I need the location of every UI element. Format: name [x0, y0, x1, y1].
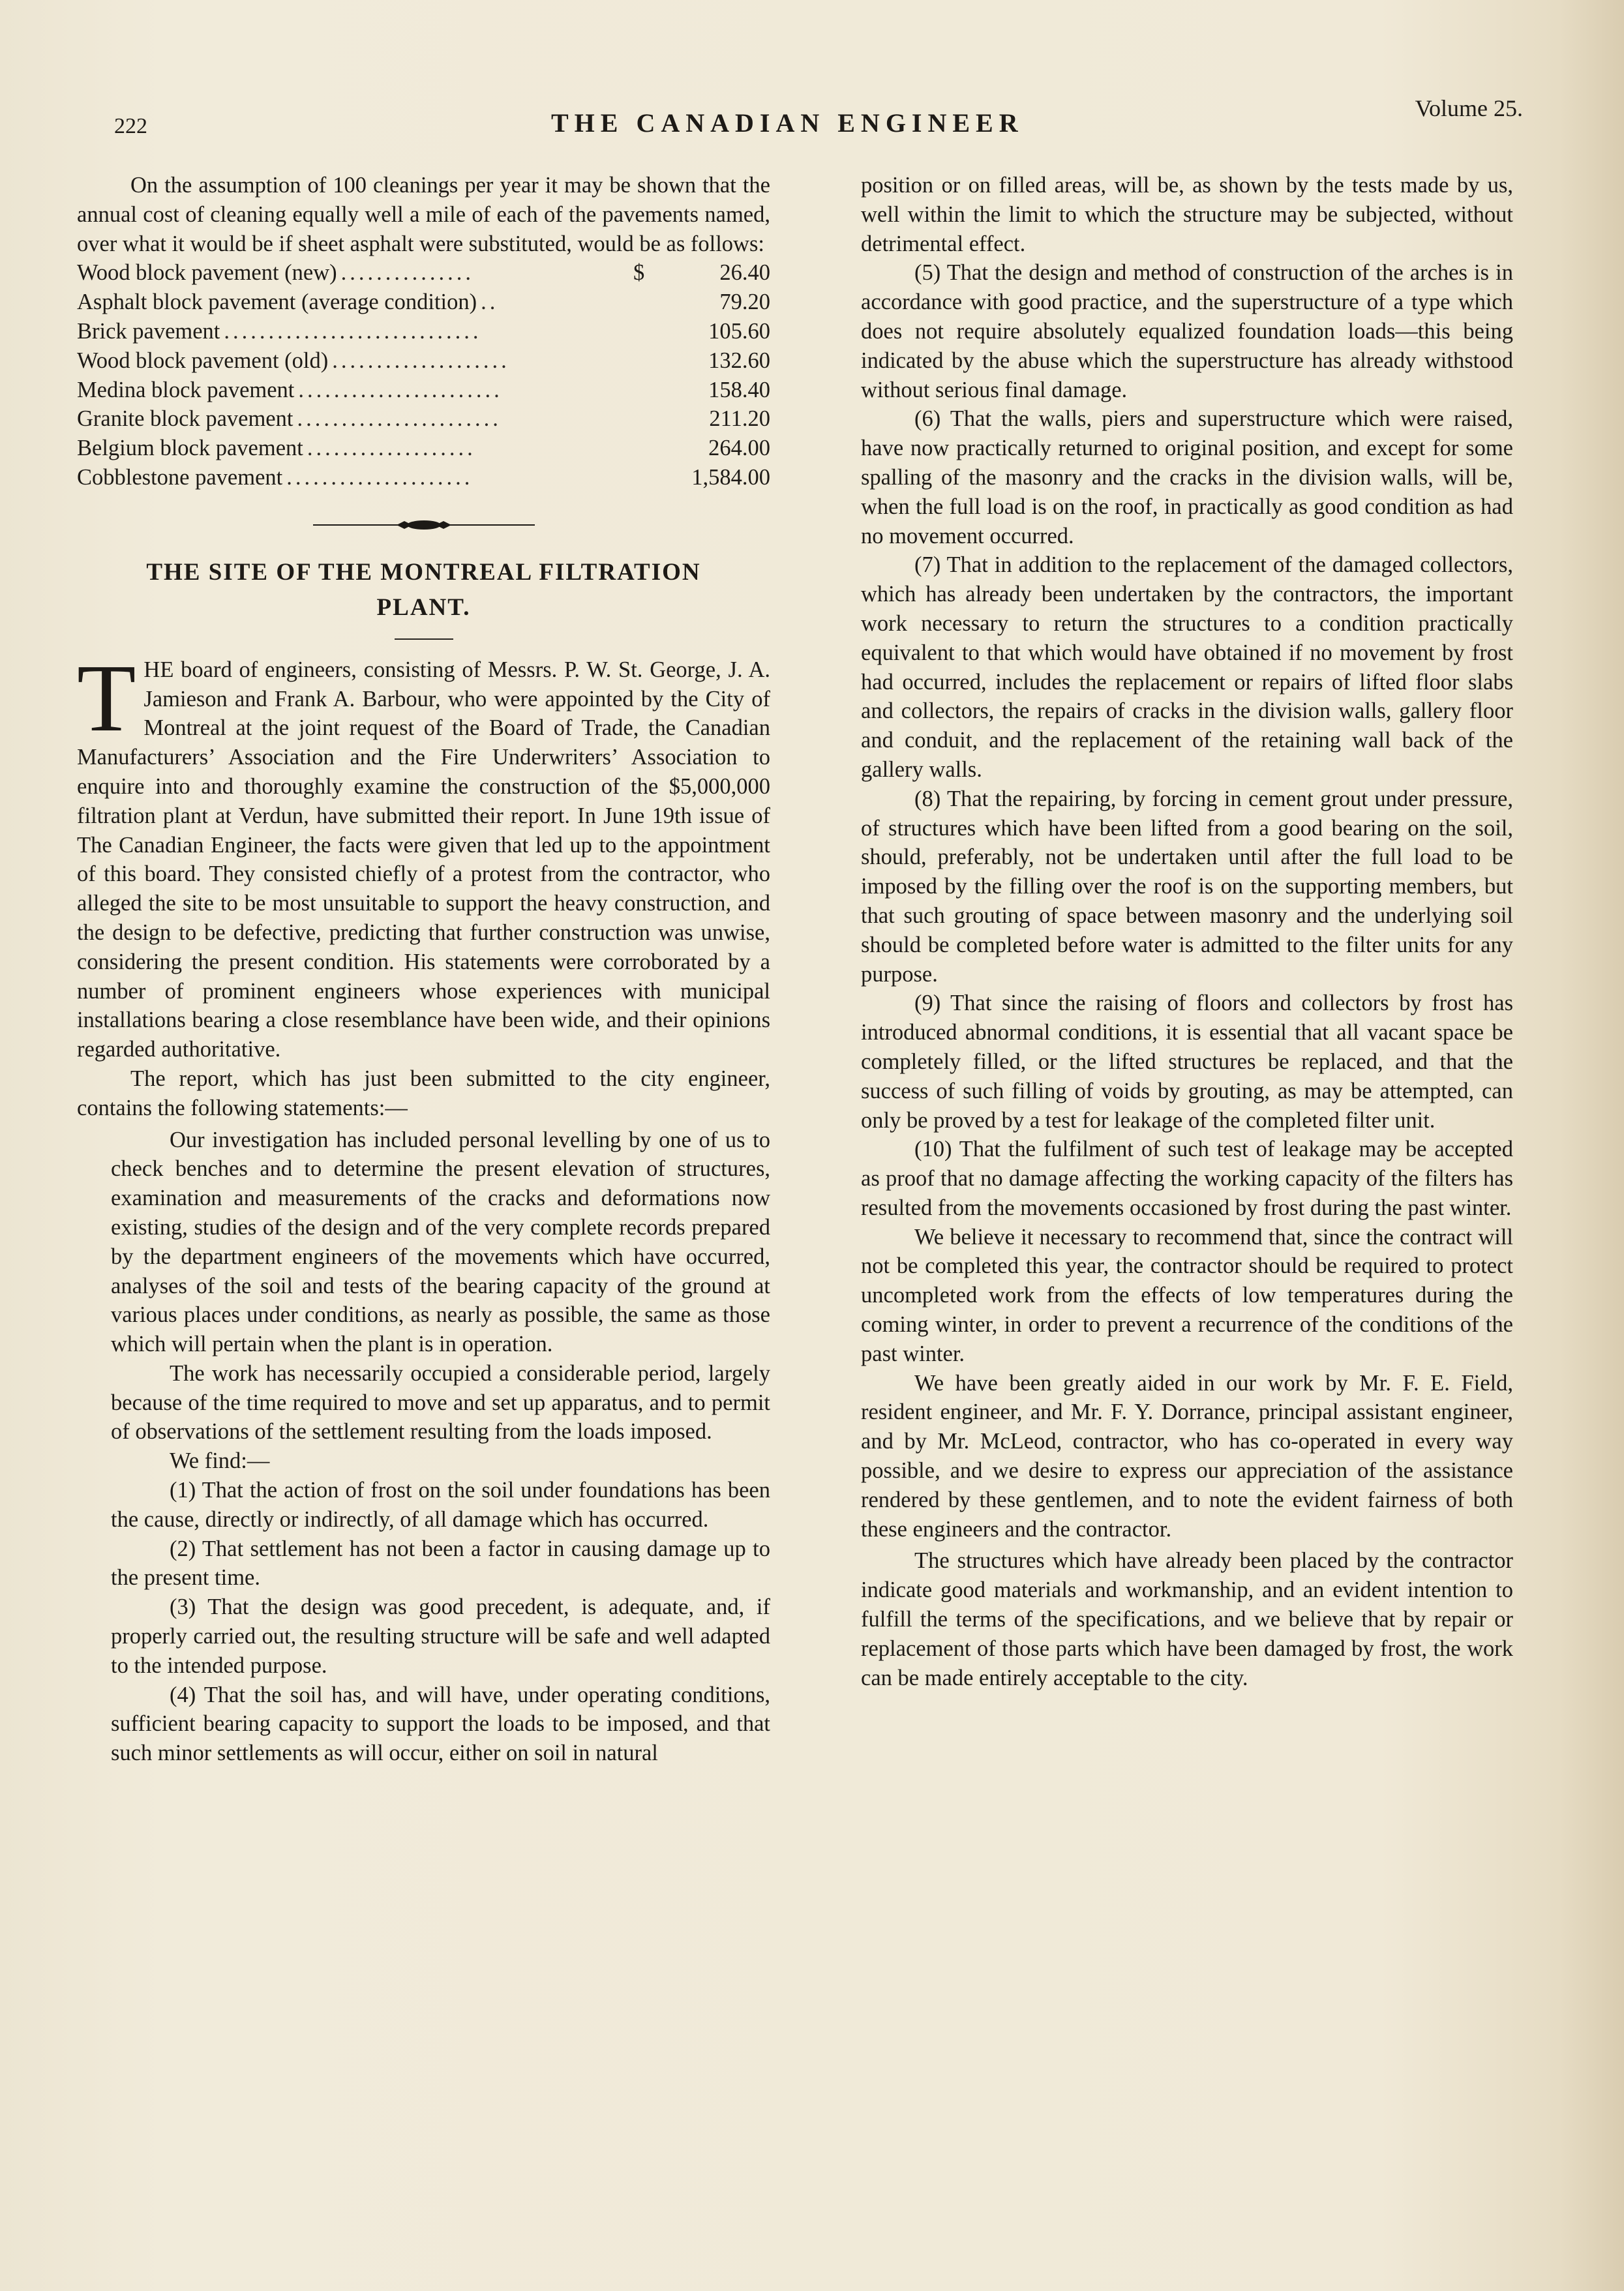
cost-table-row: [77, 376, 770, 405]
finding-1: (1) That the action of frost on the soil under foundations has been the cause, directly or indirectly, of all damage which has occurred.: [111, 1478, 770, 1532]
volume-label: Volume 25.: [1415, 95, 1523, 121]
finding-4: (4) That the soil has, and will have, under operating conditions, sufficient bearing capacity to support the loads to be imposed, and that such minor settlements as will occur, either on soil in natural: [111, 1682, 770, 1766]
annual-cost-value: 79.20: [719, 290, 770, 315]
cost-table-row: [77, 258, 770, 288]
running-head: [114, 95, 1523, 138]
pavement-name: Asphalt block pavement (average condition): [77, 290, 477, 315]
finding-9: (9) That since the raising of floors and collectors by frost has introduced abnormal conditions, it is essential that all vacant space be completely filled, or the lifted structures be replaced, and that the success of such filling of voids by grouting, as may be attempted, can only be proved by a test for leakage of the completed filter unit.: [861, 991, 1513, 1133]
finding-6: (6) That the walls, piers and superstructure which were raised, have now practically returned to original position, and except for some spalling of the masonry and the cracks in the division walls, will be, when the full load is on the roof, in practically as good condition as had no movement occurred.: [861, 406, 1513, 548]
pavement-name: Granite block pavement: [77, 406, 293, 432]
cost-table: [77, 258, 770, 492]
article-title-line2: PLANT.: [376, 593, 471, 621]
finding-8: (8) That the repairing, by forcing in cement grout under pressure, of structures which have been lifted from a good bearing on the soil, should, preferably, not be undertaken until after the full load to be imposed by the filling over the roof is on the supporting members, but that such grouting of space between masonry and the underlying soil should be completed before water is admitted to the filter units for any purpose.: [861, 786, 1513, 987]
dot-leader: .......................: [298, 377, 503, 402]
finding-2: (2) That settlement has not been a factor in causing damage up to the present time.: [111, 1536, 770, 1591]
right-column: [861, 171, 1513, 1692]
conclusion-paragraph: The structures which have already been placed by the contractor indicate good materials and workmanship, and an evident intention to fulfill the terms of the specifications, and we believe that by repair or replacement of those parts which have been damaged by frost, the work can be made entirely acceptable to the city.: [861, 1548, 1513, 1690]
cleaning-cost-intro: On the assumption of 100 cleanings per year it may be shown that the annual cost of cleaning equally well a mile of each of the pavements named, over what it would be if sheet asphalt were substituted, would be as follows:: [77, 173, 770, 256]
dot-leader: .....................: [286, 464, 474, 490]
annual-cost-value: 132.60: [708, 348, 770, 373]
annual-cost-value: 105.60: [708, 318, 770, 344]
dot-leader: .......................: [297, 406, 502, 432]
title-rule: [395, 638, 453, 640]
annual-cost-value: 264.00: [708, 436, 770, 461]
article-title: [77, 555, 770, 625]
ornament-icon: [313, 518, 535, 532]
investigation-paragraph: Our investigation has included personal levelling by one of us to check benches and to determine the present elevation of structures, examination and measurements of the cracks and deformations now existing, studies of the design and of the very complete records prepared by the department engineers of the movements which have occurred, analyses of the soil and tests of the bearing capacity of the ground at various places under conditions, as nearly as possible, the same as those which will pertain when the plant is in operation.: [111, 1127, 770, 1357]
finding-3: (3) That the design was good precedent, is adequate, and, if properly carried out, the resulting structure will be safe and well adapted to the intended purpose.: [111, 1595, 770, 1678]
pavement-name: Cobblestone pavement: [77, 464, 283, 490]
finding-7: (7) That in addition to the replacement of the damaged collectors, which has already been undertaken by the contractors, the important work necessary to return the structures to a condition practically equivalent to that which would have obtained if no movement by frost had occurred, includes the replacement or repairs of lifted floor slabs and collectors, the repairs of cracks in the division walls, gallery floor and conduit, and the replacement of the retaining wall back of the gallery walls.: [861, 552, 1513, 782]
section-divider-ornament: [77, 518, 770, 532]
pavement-name: Belgium block pavement: [77, 436, 303, 461]
lead-paragraph-text: HE board of engineers, consisting of Messrs. P. W. St. George, J. A. Jamieson and Frank A. Barbour, who were appointed by the City of Montreal at the joint request of the Board of Trade, the Canadian Manufacturers’ Association and the Fire Underwriters’ Association to enquire into and thoroughly examine the construction of the $5,000,000 filtration plant at Verdun, have submitted their report. In June 19th issue of The Canadian Engineer, the facts were given that led up to the appointment of this board. They consisted chiefly of a protest from the contractor, who alleged the site to be most unsuitable to support the heavy construction, and the design to be defective, predicting that further construction was unwise, considering the present condition. His statements were corroborated by a number of prominent engineers whose experiences with municipal installations bearing a close resemblance have been wide, and their opinions regarded authoritative.: [77, 657, 770, 1062]
pavement-name: Wood block pavement (new): [77, 260, 337, 286]
pavement-name: Wood block pavement (old): [77, 348, 329, 373]
cost-table-row: [77, 434, 770, 463]
report-quote: [77, 1126, 770, 1769]
pavement-name: Medina block pavement: [77, 377, 295, 402]
cost-table-row: [77, 346, 770, 376]
page-number: 222: [114, 114, 147, 138]
cost-table-row: [77, 317, 770, 346]
drop-cap: T: [77, 644, 136, 752]
finding-4-continuation: position or on filled areas, will be, as shown by the tests made by us, well within the limit to which the structure may be subjected, without detrimental effect.: [861, 173, 1513, 256]
finding-5: (5) That the design and method of construction of the arches is in accordance with good practice, and the superstructure of a type which does not require absolutely equalized foundation loads—this being indicated by the abuse which the superstructure has already withstood without serious final damage.: [861, 260, 1513, 402]
left-column: [77, 171, 770, 1768]
dot-leader: ..: [481, 290, 499, 315]
finding-10: (10) That the fulfilment of such test of leakage may be accepted as proof that no damage affecting the working capacity of the filters has resulted from the movements occasioned by frost during the past winter.: [861, 1137, 1513, 1220]
cost-table-row: [77, 463, 770, 492]
lead-paragraph: [77, 644, 770, 1064]
annual-cost-value: 26.40: [719, 260, 770, 286]
annual-cost-value: 211.20: [709, 406, 770, 432]
currency-symbol: $: [633, 260, 645, 286]
annual-cost-value: 158.40: [708, 377, 770, 402]
dot-leader: .............................: [224, 318, 482, 344]
acknowledgement-paragraph: We have been greatly aided in our work by Mr. F. E. Field, resident engineer, and Mr. F. Y. Dorrance, principal assistant engineer, and by Mr. McLeod, contractor, who has co-operated in every way possible, and we desire to express our appreciation of the assistance rendered by these gentlemen, and to note the evident fairness of both these engineers and the contractor.: [861, 1370, 1513, 1542]
report-intro: The report, which has just been submitted to the city engineer, contains the following statements:—: [77, 1066, 770, 1120]
article-title-line1: THE SITE OF THE MONTREAL FILTRATION: [146, 558, 701, 586]
cost-table-row: [77, 288, 770, 317]
cost-table-row: [77, 404, 770, 434]
pavement-name: Brick pavement: [77, 318, 220, 344]
we-find-line: We find:—: [170, 1448, 270, 1474]
recommendation-paragraph: We believe it necessary to recommend that, since the contract will not be completed this year, the contractor should be required to protect uncompleted work from the effects of low temperatures during the coming winter, in order to prevent a recurrence of the conditions of the past winter.: [861, 1224, 1513, 1366]
work-period-paragraph: The work has necessarily occupied a considerable period, largely because of the time required to move and set up apparatus, and to permit of observations of the settlement resulting from the loads imposed.: [111, 1360, 770, 1445]
journal-title: THE CANADIAN ENGINEER: [551, 108, 1024, 138]
annual-cost-value: 1,584.00: [691, 464, 770, 490]
dot-leader: ...............: [340, 260, 475, 286]
dot-leader: ...................: [307, 436, 476, 461]
dot-leader: ....................: [332, 348, 510, 373]
